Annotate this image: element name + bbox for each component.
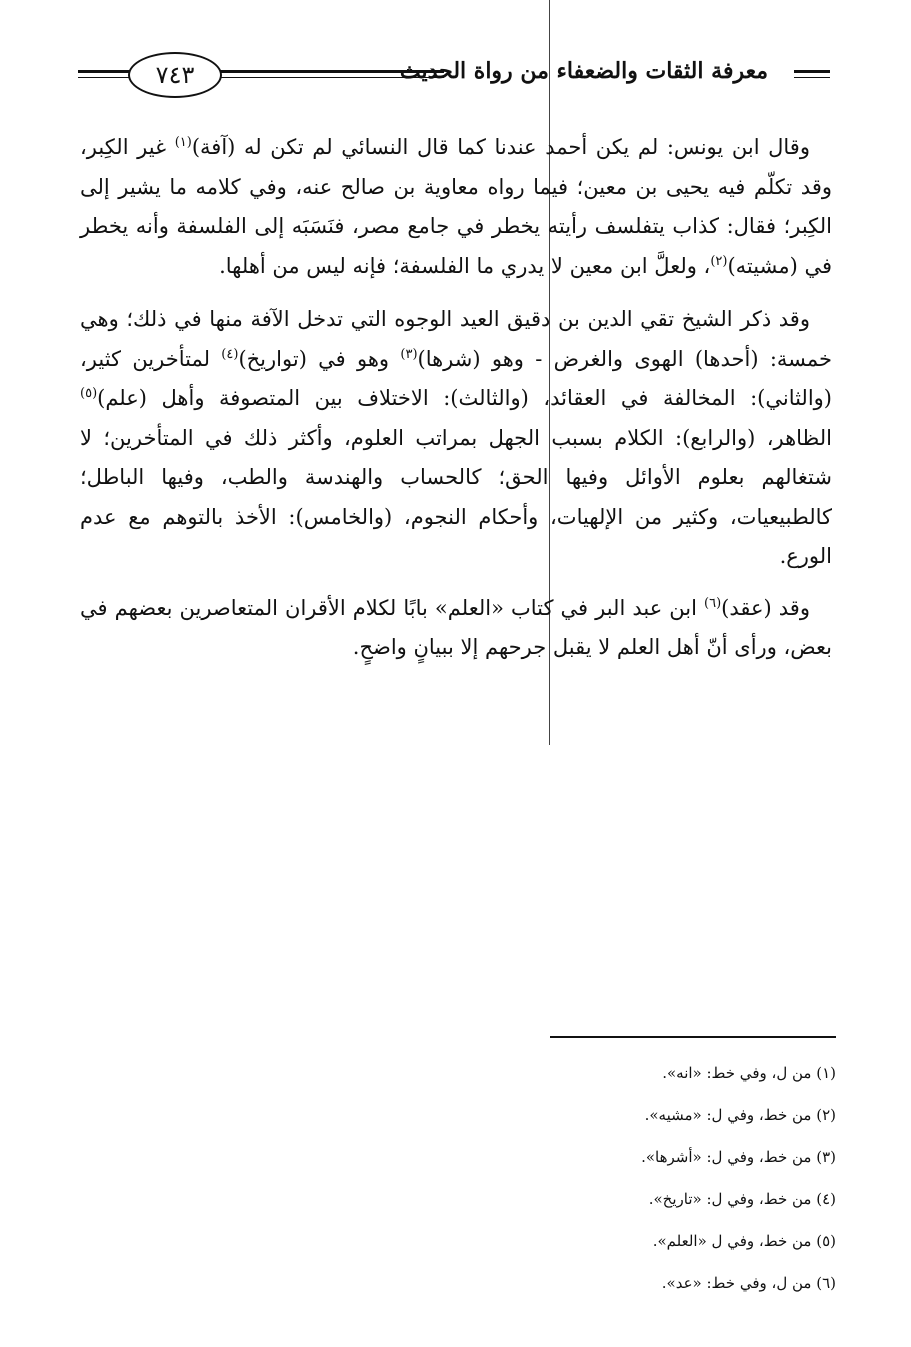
footnote-ref-1: (١) xyxy=(174,135,192,150)
paragraph-3-text: ابن عبد البر في كتاب «العلم» بابًا لكلام الأقران المتعاصرين بعضهم في بعض، ورأى أنّ أهل العلم لا يقبل جرحهم إلا ببيانٍ واضحٍ. xyxy=(80,595,832,659)
footnote-1: (١) من ل، وفي خط: «انه». xyxy=(662,1064,836,1082)
paragraph-2-text: لمتأخرين كثير، (والثاني): المخالفة في العقائد، (والثالث): الاختلاف بين المتصوفة وأهل (علم) xyxy=(80,346,832,410)
main-text xyxy=(80,128,832,682)
footnote-ref-5: (٥) xyxy=(80,386,98,401)
paragraph-1-text: وقال ابن يونس: لم يكن أحمد عندنا كما قال النسائي لم تكن له (آفة) xyxy=(191,135,810,159)
footnote-4: (٤) من خط، وفي ل: «تاريخ». xyxy=(648,1190,836,1208)
paragraph-1 xyxy=(80,128,832,286)
paragraph-3 xyxy=(80,589,832,668)
footnote-ref-3: (٣) xyxy=(400,346,418,362)
footnote-separator xyxy=(550,1036,836,1038)
page-number: ٧٤٣ xyxy=(128,52,222,98)
footnote-ref-2: (٢) xyxy=(710,253,728,269)
paragraph-2-text: وهو في (تواريخ) xyxy=(238,346,401,371)
paragraph-2-text: وقد ذكر الشيخ تقي الدين بن دقيق العيد الوجوه التي تدخل الآفة منها في ذلك؛ وهي خمسة: (أحدها) الهوى والغرض - وهو (شرها) xyxy=(80,307,833,371)
paragraph-2-text: الظاهر، (والرابع): الكلام بسبب الجهل بمراتب العلوم، وأكثر ذلك في المتأخرين؛ لا شتغالهم بعلوم الأوائل وفيها الحق؛ كالحساب والهندسة والطب، وفيها الباطل؛ كالطبيعيات، وكثير من الإلهيات، وأحكام النجوم، (والخامس): الأخذ بالتوهم مع عدم الورع. xyxy=(80,425,832,568)
footnote-ref-6: (٦) xyxy=(704,595,722,611)
paragraph-1-text: غير الكِبر، وقد تكلّم فيه يحيى بن معين؛ فيما رواه معاوية بن صالح عنه، وفي كلامه ما يشير إلى الكِبر؛ فقال: كذاب يتفلسف رأيته يخطر في جامع مصر، فنَسَبَه إلى الفلسفة وأنه يخطر في (مشيته) xyxy=(80,135,832,278)
footnote-3: (٣) من خط، وفي ل: «أشرها». xyxy=(641,1148,836,1166)
header-rule-right xyxy=(794,70,830,78)
footnote-ref-4: (٤) xyxy=(221,346,239,362)
footnote-5: (٥) من خط، وفي ل «العلم». xyxy=(652,1232,836,1250)
footnote-6: (٦) من ل، وفي خط: «عد». xyxy=(661,1274,836,1292)
footnote-2: (٢) من خط، وفي ل: «مشيه». xyxy=(644,1106,836,1124)
running-title: معرفة الثقات والضعفاء من رواة الحديث xyxy=(399,58,768,84)
footnotes xyxy=(420,1052,836,1304)
paragraph-1-text: ، ولعلَّ ابن معين لا يدري ما الفلسفة؛ فإنه ليس من أهلها. xyxy=(219,253,711,278)
paragraph-2 xyxy=(80,300,832,577)
page-header xyxy=(78,48,830,108)
paragraph-3-text: وقد (عقد) xyxy=(721,595,810,620)
